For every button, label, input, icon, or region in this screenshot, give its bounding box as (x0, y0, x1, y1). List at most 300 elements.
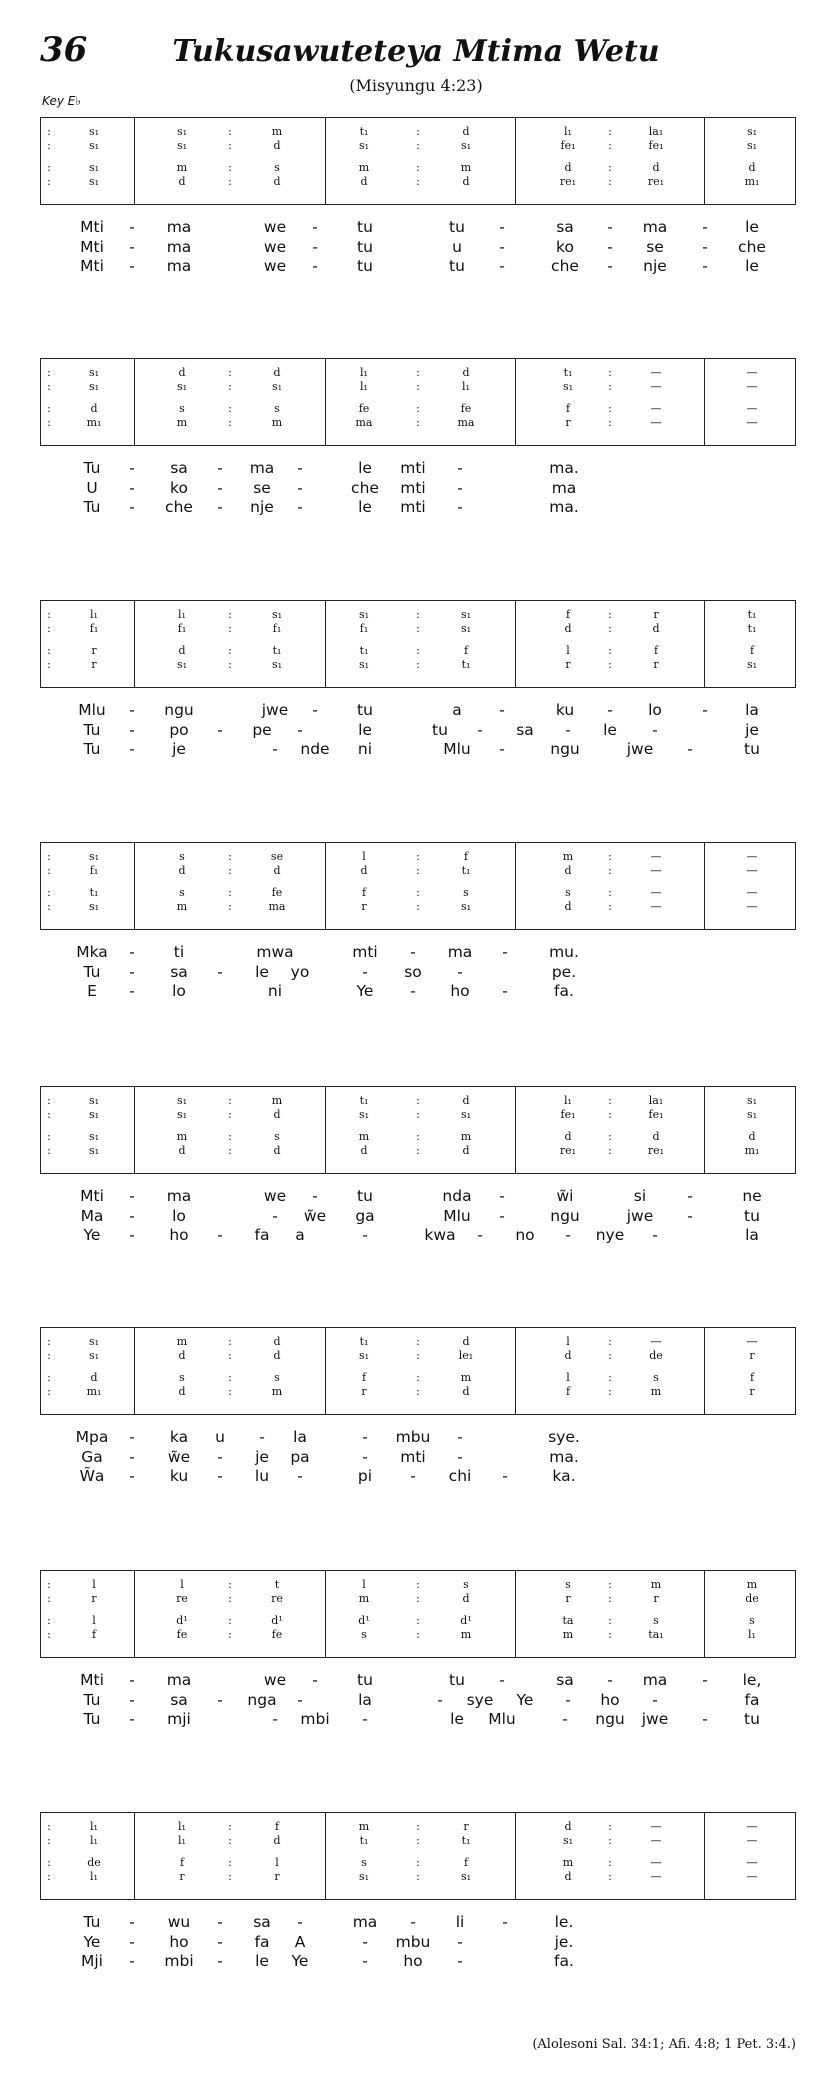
lyric-syllable: ku (555, 701, 575, 719)
syllable-hyphen: - (217, 498, 223, 516)
syllable-hyphen: - (217, 1467, 223, 1485)
lyric-syllable: w̃i (556, 1187, 574, 1205)
syllable-hyphen: - (502, 1913, 508, 1931)
lyric-syllable: nga (247, 1690, 277, 1709)
lyric-syllable: che (738, 237, 766, 256)
syllable-hyphen: - (457, 1952, 463, 1970)
solfa-note: t₁ (461, 1834, 471, 1847)
solfa-note: r (653, 608, 659, 621)
solfa-note: fe (271, 1628, 283, 1641)
beat-separator: : (416, 864, 420, 877)
solfa-note: l₁ (178, 1834, 186, 1847)
beat-separator: : (416, 1385, 420, 1398)
beat-separator: : (47, 1144, 51, 1157)
syllable-hyphen: - (217, 1932, 223, 1951)
voice-part-line (45, 1869, 789, 1885)
syllable-hyphen: - (607, 218, 613, 236)
syllable-hyphen: - (297, 498, 303, 516)
beat-separator: : (608, 1834, 612, 1847)
solfa-note: s₁ (746, 1094, 758, 1107)
solfa-note: d (273, 1144, 281, 1157)
lyric-syllable: sa (170, 962, 188, 981)
solfa-note: l (362, 1578, 366, 1591)
solfa-note: r (91, 1592, 97, 1605)
lyric-line (0, 1186, 832, 1206)
voice-part-line (45, 1627, 789, 1643)
lyric-syllable: Mti (80, 257, 104, 275)
beat-separator: : (228, 1820, 232, 1833)
lyric-syllable: le (358, 720, 372, 739)
lyric-syllable: ko (170, 478, 188, 497)
syllable-hyphen: - (457, 962, 463, 981)
beat-separator: : (608, 1335, 612, 1348)
solfa-note: d (462, 175, 470, 188)
syllable-hyphen: - (217, 478, 223, 497)
syllable-hyphen: - (457, 1428, 463, 1446)
beat-separator: : (608, 1614, 612, 1627)
solfa-note: r (463, 1820, 469, 1833)
solfa-note: r (179, 1870, 185, 1883)
solfa-note: d (462, 1144, 470, 1157)
syllable-hyphen: - (457, 1932, 463, 1951)
lyric-syllable: Tu (83, 962, 101, 981)
solfa-note: de (649, 1349, 663, 1362)
solfa-note: — (650, 850, 662, 863)
solfa-note: ta₁ (648, 1628, 664, 1641)
lyric-syllable: mbi (164, 1952, 194, 1970)
solfa-note: s (749, 1614, 755, 1627)
syllable-hyphen: - (297, 1690, 303, 1709)
beat-separator: : (47, 850, 51, 863)
solfa-note: d¹ (271, 1614, 283, 1627)
lyric-syllable: le (603, 720, 617, 739)
solfa-note: fe₁ (560, 139, 576, 152)
beat-separator: : (608, 402, 612, 415)
syllable-hyphen: - (499, 237, 505, 256)
beat-separator: : (416, 1349, 420, 1362)
solfa-note: ma (355, 416, 373, 429)
lyric-syllable: Ga (81, 1447, 103, 1466)
solfa-note: — (650, 1335, 662, 1348)
syllable-hyphen: - (565, 720, 571, 739)
lyric-syllable: we (263, 1671, 287, 1689)
syllable-hyphen: - (437, 1690, 443, 1709)
beat-separator: : (47, 139, 51, 152)
beat-separator: : (416, 900, 420, 913)
lyric-syllable: Mlu (488, 1710, 516, 1728)
beat-separator: : (608, 175, 612, 188)
beat-separator: : (416, 1870, 420, 1883)
lyric-syllable: le (255, 1952, 269, 1970)
lyric-syllable: le (745, 257, 759, 275)
solfa-note: t (274, 1578, 280, 1591)
lyric-syllable: ngu (550, 740, 580, 758)
beat-separator: : (228, 1856, 232, 1869)
solfa-note: d (564, 900, 572, 913)
solfa-note: la₁ (648, 125, 664, 138)
solfa-note: d (360, 175, 368, 188)
solfa-note: — (650, 402, 662, 415)
beat-separator: : (416, 622, 420, 635)
syllable-hyphen: - (297, 478, 303, 497)
syllable-hyphen: - (499, 1206, 505, 1225)
syllable-hyphen: - (607, 237, 613, 256)
solfa-note: s (274, 161, 280, 174)
lyric-syllable: Tu (83, 720, 101, 739)
solfa-note: d (273, 175, 281, 188)
beat-separator: : (416, 1371, 420, 1384)
syllable-hyphen: - (259, 1428, 265, 1446)
solfa-note: — (650, 1834, 662, 1847)
lyric-syllable: no (515, 1226, 535, 1244)
syllable-hyphen: - (217, 1447, 223, 1466)
solfa-note: d (652, 622, 660, 635)
beat-separator: : (608, 1371, 612, 1384)
lyric-syllable: Mji (81, 1952, 103, 1970)
solfa-note: r (749, 1349, 755, 1362)
lyric-syllable: a (295, 1226, 305, 1244)
solfa-note: m (176, 416, 188, 429)
lyric-syllable: u (452, 237, 462, 256)
beat-separator: : (47, 1628, 51, 1641)
lyric-syllable: che (165, 498, 193, 516)
solfa-note: d (178, 864, 186, 877)
syllable-hyphen: - (272, 1206, 278, 1225)
lyric-syllable: Ma (80, 1206, 104, 1225)
lyric-line (0, 256, 832, 276)
lyric-line (0, 700, 832, 720)
solfa-note: m (460, 161, 472, 174)
lyric-syllable: Mti (80, 1671, 104, 1689)
beat-separator: : (228, 1144, 232, 1157)
syllable-hyphen: - (702, 237, 708, 256)
lyric-syllable: fa. (554, 982, 574, 1000)
solfa-note: t₁ (461, 864, 471, 877)
syllable-hyphen: - (272, 1710, 278, 1728)
beat-separator: : (608, 1130, 612, 1143)
solfa-note: re₁ (559, 1144, 577, 1157)
beat-separator: : (228, 366, 232, 379)
lyric-line (0, 1912, 832, 1932)
syllable-hyphen: - (652, 1690, 658, 1709)
beat-separator: : (608, 1578, 612, 1591)
lyric-syllable: nde (300, 740, 330, 758)
lyric-syllable: le (745, 218, 759, 236)
lyric-syllable: ma (166, 1671, 192, 1689)
lyric-syllable: pa (290, 1447, 310, 1466)
lyric-syllable: sa (253, 1913, 271, 1931)
lyric-syllable: lo (172, 982, 186, 1000)
solfa-note: f (179, 1856, 185, 1869)
beat-separator: : (608, 1144, 612, 1157)
beat-separator: : (228, 1834, 232, 1847)
lyric-syllable: sa (556, 1671, 574, 1689)
solfa-note: d (564, 1820, 572, 1833)
solfa-note: s₁ (176, 125, 188, 138)
solfa-note: m (460, 1371, 472, 1384)
lyric-syllable: tu (744, 1206, 760, 1225)
voice-part-line (45, 863, 789, 879)
lyric-line (0, 739, 832, 759)
solfa-note: d (273, 1108, 281, 1121)
syllable-hyphen: - (502, 1467, 508, 1485)
syllable-hyphen: - (129, 218, 135, 236)
lyric-syllable: che (351, 478, 379, 497)
solfa-note: m (271, 1385, 283, 1398)
voice-part-line (45, 899, 789, 915)
syllable-hyphen: - (129, 740, 135, 758)
lyric-syllable: le (358, 459, 372, 477)
syllable-hyphen: - (129, 1932, 135, 1951)
beat-separator: : (228, 1614, 232, 1627)
beat-separator: : (47, 1335, 51, 1348)
lyric-syllable: E (87, 982, 97, 1000)
lyric-syllable: ma (642, 1671, 668, 1689)
solfa-note: m (271, 416, 283, 429)
solfa-note: d (273, 864, 281, 877)
lyric-line (0, 1951, 832, 1971)
beat-separator: : (47, 1834, 51, 1847)
solfa-note: l (566, 1371, 570, 1384)
solfa-note: t₁ (272, 644, 282, 657)
lyric-syllable: U (86, 478, 98, 497)
lyric-syllable: Mlu (78, 701, 106, 719)
solfa-note: f (91, 1628, 97, 1641)
lyric-syllable: tu (449, 257, 465, 275)
beat-separator: : (608, 1349, 612, 1362)
beat-separator: : (228, 886, 232, 899)
lyric-line (0, 942, 832, 962)
syllable-hyphen: - (362, 1710, 368, 1728)
syllable-hyphen: - (687, 1206, 693, 1225)
beat-separator: : (416, 1820, 420, 1833)
syllable-hyphen: - (129, 982, 135, 1000)
solfa-note: — (650, 886, 662, 899)
lyric-syllable: jwe (641, 1710, 669, 1728)
footnote-references: (Alolesoni Sal. 34:1; Afi. 4:8; 1 Pet. 3:4.) (532, 2037, 796, 2052)
solfa-note: m (562, 1628, 574, 1641)
solfa-note: f (565, 1385, 571, 1398)
solfa-note: f (565, 608, 571, 621)
syllable-hyphen: - (129, 1671, 135, 1689)
solfa-note: s₁ (562, 380, 574, 393)
lyric-syllable: Ye (83, 1226, 101, 1244)
solfa-note: l (180, 1578, 184, 1591)
syllable-hyphen: - (312, 1187, 318, 1205)
beat-separator: : (47, 900, 51, 913)
beat-separator: : (228, 402, 232, 415)
solfa-note: f (361, 1371, 367, 1384)
lyric-syllable: ni (267, 982, 283, 1000)
lyric-syllable: sye. (548, 1428, 580, 1446)
beat-separator: : (228, 161, 232, 174)
syllable-hyphen: - (129, 498, 135, 516)
solfa-note: m₁ (86, 416, 102, 429)
solfa-note: — (650, 900, 662, 913)
lyric-syllable: A (294, 1932, 306, 1951)
solfa-note: d (564, 1349, 572, 1362)
solfa-note: s (274, 1130, 280, 1143)
lyric-syllable: ho (450, 982, 470, 1000)
beat-separator: : (416, 1335, 420, 1348)
syllable-hyphen: - (687, 1187, 693, 1205)
syllable-hyphen: - (362, 1952, 368, 1970)
beat-separator: : (47, 1870, 51, 1883)
solfa-note: s₁ (358, 1108, 370, 1121)
solfa-note: d (90, 402, 98, 415)
lyric-syllable: ho (169, 1226, 189, 1244)
solfa-note: — (746, 366, 758, 379)
syllable-hyphen: - (362, 1226, 368, 1244)
syllable-hyphen: - (129, 1428, 135, 1446)
solfa-note: d (652, 161, 660, 174)
solfa-note: s₁ (746, 139, 758, 152)
solfa-note: m (460, 1130, 472, 1143)
beat-separator: : (47, 658, 51, 671)
lyric-syllable: ma (166, 237, 192, 256)
lyric-syllable: Tu (83, 1690, 101, 1709)
lyric-syllable: nje (643, 257, 667, 275)
lyric-line (0, 1206, 832, 1226)
solfa-note: s₁ (271, 658, 283, 671)
lyric-syllable: ma (166, 218, 192, 236)
solfa-note: s₁ (88, 161, 100, 174)
solfa-note: l₁ (90, 1870, 98, 1883)
lyric-syllable: fa (254, 1226, 270, 1244)
lyric-syllable: ka (169, 1428, 189, 1446)
solfa-note: s₁ (460, 900, 472, 913)
syllable-hyphen: - (217, 720, 223, 739)
lyric-syllable: pe. (551, 962, 577, 981)
beat-separator: : (228, 900, 232, 913)
solfa-note: d (462, 1592, 470, 1605)
lyric-syllable: Mlu (443, 740, 471, 758)
lyric-syllable: jwe (261, 701, 289, 719)
voice-part-line (45, 1348, 789, 1364)
solfa-note: l₁ (360, 366, 368, 379)
solfa-note: — (650, 1870, 662, 1883)
syllable-hyphen: - (502, 982, 508, 1000)
solfa-note: — (650, 416, 662, 429)
voice-part-line (45, 415, 789, 431)
key-signature-label: Key E♭ (42, 94, 81, 108)
lyric-syllable: chi (448, 1467, 472, 1485)
lyric-syllable: ma. (549, 498, 579, 516)
beat-separator: : (47, 1856, 51, 1869)
solfa-note: d¹ (176, 1614, 188, 1627)
lyric-syllable: ma (166, 257, 192, 275)
syllable-hyphen: - (129, 1447, 135, 1466)
lyric-syllable: ma (642, 218, 668, 236)
solfa-note: f₁ (177, 622, 187, 635)
lyric-syllable: fa (744, 1690, 760, 1709)
solfa-note: — (746, 1834, 758, 1847)
lyric-syllable: pi (357, 1467, 373, 1485)
syllable-hyphen: - (129, 1187, 135, 1205)
solfa-note: d (462, 366, 470, 379)
solfa-note: d (462, 1385, 470, 1398)
lyric-syllable: ma. (549, 459, 579, 477)
lyric-syllable: ma (447, 943, 473, 961)
voice-part-line (45, 657, 789, 673)
solfa-note: — (650, 1820, 662, 1833)
syllable-hyphen: - (312, 257, 318, 275)
lyric-syllable: Mpa (75, 1428, 109, 1446)
solfa-note: f₁ (89, 864, 99, 877)
solfa-note: m₁ (744, 175, 760, 188)
solfa-note: — (746, 1335, 758, 1348)
beat-separator: : (228, 1094, 232, 1107)
solfa-note: m₁ (744, 1144, 760, 1157)
solfa-note: — (650, 380, 662, 393)
solfa-note: — (746, 416, 758, 429)
solfa-note: fe (358, 402, 370, 415)
lyric-syllable: ngu (550, 1206, 580, 1225)
solfa-note: d (178, 175, 186, 188)
solfa-note: l₁ (564, 125, 572, 138)
solfa-note: s₁ (88, 1349, 100, 1362)
lyric-syllable: lo (172, 1206, 186, 1225)
lyric-syllable: ka. (552, 1467, 576, 1485)
solfa-note: s (653, 1614, 659, 1627)
solfa-note: s₁ (271, 380, 283, 393)
lyric-syllable: we (263, 218, 287, 236)
beat-separator: : (228, 1385, 232, 1398)
syllable-hyphen: - (502, 943, 508, 961)
syllable-hyphen: - (297, 720, 303, 739)
lyric-line (0, 1690, 832, 1710)
lyric-syllable: tu (432, 720, 448, 739)
lyric-line (0, 237, 832, 257)
beat-separator: : (47, 1108, 51, 1121)
solfa-note: t₁ (359, 644, 369, 657)
solfa-note: l₁ (178, 1820, 186, 1833)
lyric-syllable: mbu (395, 1428, 431, 1446)
solfa-note: d (273, 139, 281, 152)
solfa-note: fe₁ (648, 1108, 664, 1121)
lyric-syllable: le (450, 1710, 464, 1728)
solfa-note: d (273, 1349, 281, 1362)
beat-separator: : (608, 644, 612, 657)
syllable-hyphen: - (129, 478, 135, 497)
lyric-syllable: pe (252, 720, 272, 739)
beat-separator: : (47, 886, 51, 899)
voice-part-line (45, 1384, 789, 1400)
beat-separator: : (416, 161, 420, 174)
syllable-hyphen: - (129, 1467, 135, 1485)
solfa-note: s₁ (88, 1335, 100, 1348)
lyric-syllable: je (172, 740, 186, 758)
lyric-syllable: so (404, 962, 422, 981)
lyric-syllable: ga (355, 1206, 375, 1225)
lyric-syllable: tu (357, 218, 373, 236)
solfa-note: s (179, 850, 185, 863)
lyric-syllable: Ye (516, 1690, 534, 1709)
beat-separator: : (47, 1371, 51, 1384)
syllable-hyphen: - (499, 701, 505, 719)
beat-separator: : (228, 850, 232, 863)
lyric-syllable: ma (551, 478, 577, 497)
solfa-note: s₁ (460, 608, 472, 621)
solfa-note: m (176, 1130, 188, 1143)
lyric-syllable: tu (744, 1710, 760, 1728)
solfa-staff (40, 1812, 796, 1900)
syllable-hyphen: - (565, 1226, 571, 1244)
beat-separator: : (608, 125, 612, 138)
syllable-hyphen: - (702, 701, 708, 719)
lyric-syllable: mu. (549, 943, 579, 961)
lyric-syllable: ngu (164, 701, 194, 719)
